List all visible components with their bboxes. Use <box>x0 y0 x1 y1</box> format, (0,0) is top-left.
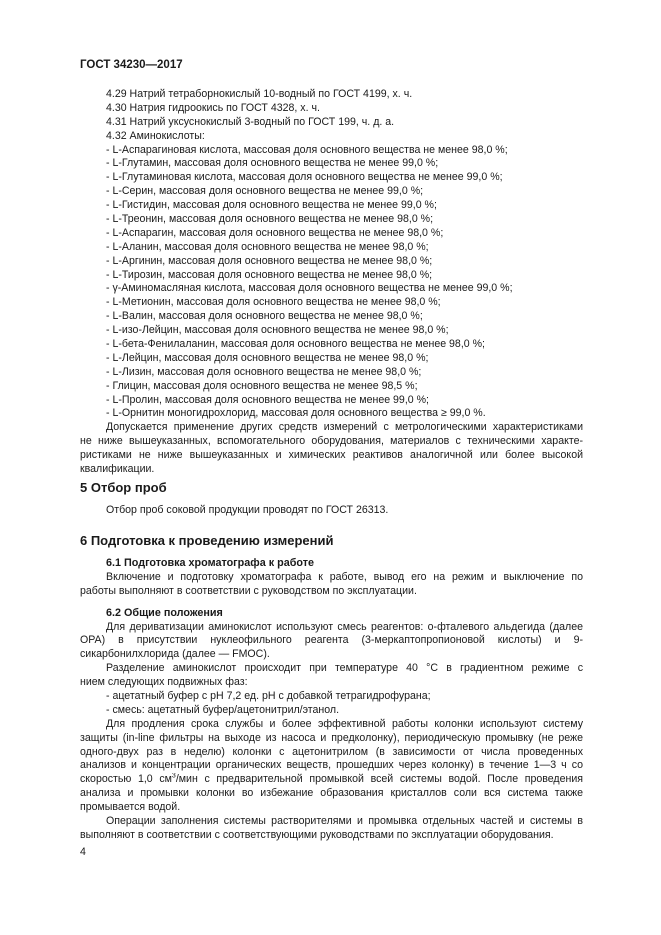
amino-acid-item: - L-Аспарагин, массовая доля основного вещества не менее 98,0 %; <box>106 226 444 239</box>
section-6-body <box>80 557 583 843</box>
amino-acid-item: - γ-Аминомасляная кислота, массовая доля основного вещества не менее 99,0 %; <box>106 282 513 295</box>
amino-acid-item: - L-Пролин, массовая доля основного вещества не менее 99,0 %; <box>106 393 429 406</box>
subsection-6-2-title: 6.2 Общие положения <box>106 606 223 619</box>
paragraph-line: квалификации. <box>80 463 155 476</box>
amino-acid-item: - L-Серин, массовая доля основного вещества не менее 99,0 %; <box>106 185 424 198</box>
paragraph-line: Операции заполнения системы растворителями и промывка отдельных частей и системы в <box>106 815 583 828</box>
paragraph-line: выполняют в соответствии с соответствующими руководствами по эксплуатации оборудования. <box>80 828 554 841</box>
paragraph-line: одного-двух раз в неделю) колонки с ацетонитрилом (в зависимости от числа проведенных <box>80 745 583 758</box>
paragraph-line: анализа и промывки колонки во избежание образования кристаллов соли вся система также <box>80 787 583 800</box>
paragraph-line: защиты (in-line фильтры на выходе из насоса и предколонку), периодическую промывку (не реже <box>80 731 583 744</box>
amino-acid-list <box>80 144 583 422</box>
paragraph-line: нием следующих подвижных фаз: <box>80 676 248 689</box>
paragraph-line: ристиками не ниже вышеуказанных и химических реактивов аналогичной или более высокой <box>80 449 583 462</box>
amino-acid-item: - L-Метионин, массовая доля основного вещества не менее 98,0 %; <box>106 296 441 309</box>
reagents-list <box>80 88 583 477</box>
amino-acid-item: - L-Аланин, массовая доля основного вещества не менее 98,0 %; <box>106 240 429 253</box>
amino-acid-item: - L-Глутамин, массовая доля основного вещества не менее 99,0 %; <box>106 157 439 170</box>
section-6-title: 6 Подготовка к проведению измерений <box>80 533 334 548</box>
section-5-text: Отбор проб соковой продукции проводят по ГОСТ 26313. <box>106 504 389 516</box>
amino-acid-item: - Глицин, массовая доля основного вещества не менее 98,5 %; <box>106 379 418 392</box>
amino-acid-item: - L-Глутаминовая кислота, массовая доля основного вещества не менее 99,0 %; <box>106 171 503 184</box>
amino-acid-item: - L-изо-Лейцин, массовая доля основного вещества не менее 98,0 %; <box>106 324 449 337</box>
paragraph-line: промывается водой. <box>80 801 181 814</box>
list-item: 4.32 Аминокислоты: <box>106 129 205 142</box>
document-header: ГОСТ 34230—2017 <box>80 59 183 71</box>
paragraph-line: Для продления срока службы и более эффективной работы колонки используют систему <box>106 717 583 730</box>
paragraph-line: не ниже вышеуказанных, вспомогательного оборудования, материалов с техническими характе- <box>80 435 583 448</box>
paragraph-line: сикарбонилхлорида (далее — FMOC). <box>80 648 270 661</box>
text: /мин с предварительной промывкой всей системы водой. После проведения <box>175 773 583 786</box>
list-item: - смесь: ацетатный буфер/ацетонитрил/этанол. <box>106 703 340 716</box>
paragraph-line <box>80 773 583 787</box>
text: скоростью 1,0 см <box>80 773 172 786</box>
amino-acid-item: - L-Аспарагиновая кислота, массовая доля основного вещества не менее 98,0 %; <box>106 143 508 156</box>
superscript: 3 <box>171 773 176 780</box>
amino-acid-item: - L-Треонин, массовая доля основного вещества не менее 98,0 %; <box>106 213 434 226</box>
paragraph-line: Разделение аминокислот происходит при температуре 40 °С в градиентном режиме с <box>106 662 583 675</box>
paragraph-line: Включение и подготовку хроматографа к работе, вывод его на режим и выключение по <box>106 570 583 583</box>
amino-acid-item: - L-Гистидин, массовая доля основного вещества не менее 99,0 %; <box>106 199 437 212</box>
paragraph-line: OPA) в присутствии нуклеофильного реагента (3-меркаптопропионовой кислоты) и 9- <box>80 634 583 647</box>
paragraph-line: работы выполняют в соответствии с руководством по эксплуатации. <box>80 584 417 597</box>
amino-acid-item: - L-Тирозин, массовая доля основного вещества не менее 98,0 %; <box>106 268 433 281</box>
list-item: 4.30 Натрия гидроокись по ГОСТ 4328, х. ч. <box>106 101 320 114</box>
amino-acid-item: - L-Валин, массовая доля основного вещества не менее 98,0 %; <box>106 310 423 323</box>
subsection-6-1-title: 6.1 Подготовка хроматографа к работе <box>106 557 315 569</box>
paragraph-line: Допускается применение других средств измерений с метрологическими характеристиками <box>106 421 583 434</box>
paragraph-line: анализов и концентрации органических веществ, прошедших через колонку) в течение 1—3 ч со <box>80 759 583 772</box>
list-item: 4.29 Натрий тетраборнокислый 10-водный по ГОСТ 4199, х. ч. <box>106 88 413 100</box>
amino-acid-item: - L-Лизин, массовая доля основного вещества не менее 98,0 %; <box>106 365 422 378</box>
amino-acid-item: - L-бета-Фенилаланин, массовая доля основного вещества не менее 98,0 %; <box>106 338 485 351</box>
list-item: - ацетатный буфер с рН 7,2 ед. рН с добавкой тетрагидрофурана; <box>106 690 431 703</box>
amino-acid-item: - L-Орнитин моногидрохлорид, массовая доля основного вещества ≥ 99,0 %. <box>106 407 486 420</box>
amino-acid-item: - L-Лейцин, массовая доля основного вещества не менее 98,0 %; <box>106 351 429 364</box>
paragraph-line: Для дериватизации аминокислот используют смесь реагентов: о-фталевого альдегида (далее <box>106 620 583 633</box>
section-5-title: 5 Отбор проб <box>80 480 167 495</box>
page-number: 4 <box>80 846 86 858</box>
amino-acid-item: - L-Аргинин, массовая доля основного вещества не менее 98,0 %; <box>106 254 433 267</box>
list-item: 4.31 Натрий уксуснокислый 3-водный по ГОСТ 199, ч. д. а. <box>106 115 395 128</box>
